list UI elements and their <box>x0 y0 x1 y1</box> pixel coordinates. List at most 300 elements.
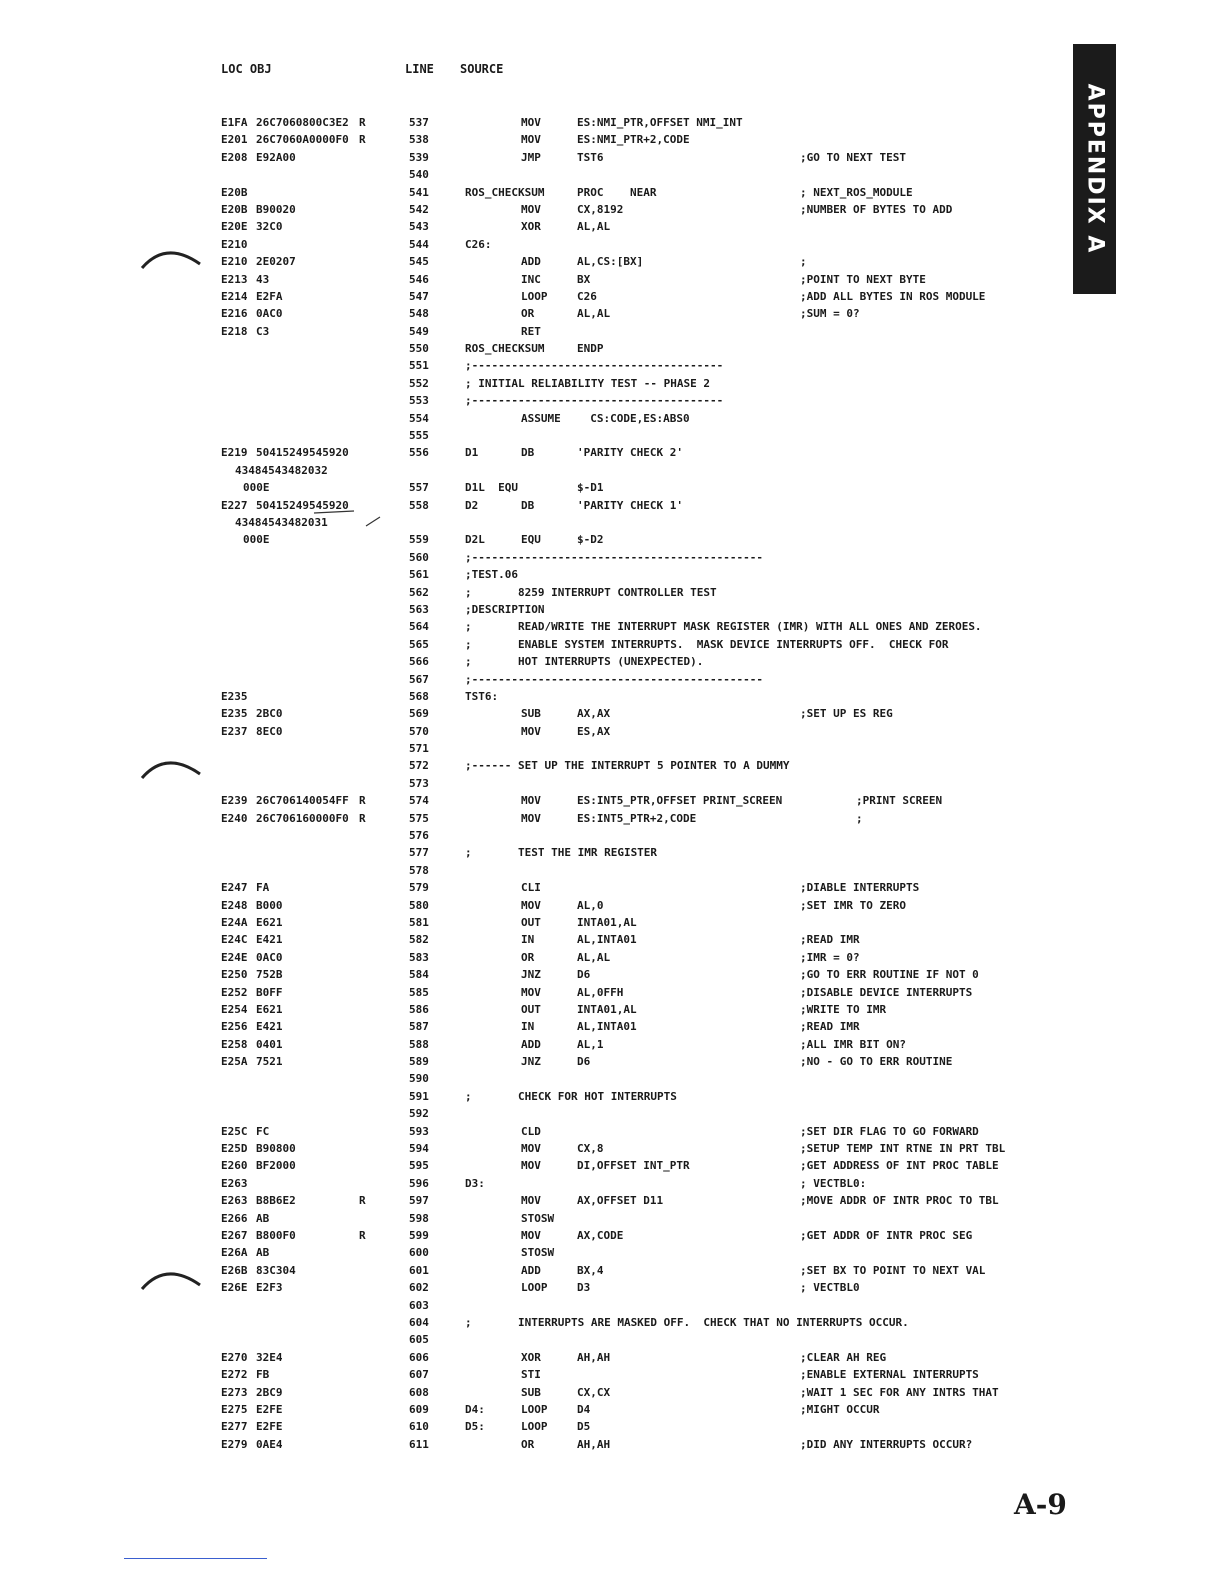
comment: ;PRINT SCREEN <box>856 794 943 808</box>
obj: B0FF <box>256 985 283 999</box>
obj: E621 <box>256 915 283 929</box>
comment: ;ADD ALL BYTES IN ROS MODULE <box>800 289 986 303</box>
obj: FC <box>256 1124 270 1138</box>
opcode: JNZ <box>521 968 541 982</box>
operands: CX,8 <box>577 1142 604 1156</box>
listing-row <box>0 1142 1224 1159</box>
listing-row <box>0 794 1224 811</box>
listing-row <box>0 968 1224 985</box>
line-number: 590 <box>409 1072 429 1086</box>
line-number: 558 <box>409 498 429 512</box>
loc: E247 <box>221 881 248 895</box>
obj: 0401 <box>256 1037 283 1051</box>
obj: B800F0 <box>256 1229 296 1242</box>
line-number: 572 <box>409 759 429 773</box>
loc: E266 <box>221 1211 248 1225</box>
listing-row <box>0 1246 1224 1263</box>
comment: ; VECTBL0: <box>800 1176 867 1190</box>
listing-row <box>0 707 1224 724</box>
opcode: MOV <box>521 724 541 738</box>
line-number: 546 <box>409 272 429 286</box>
comment: ;NUMBER OF BYTES TO ADD <box>800 202 953 216</box>
opcode: MOV <box>521 116 541 129</box>
operands: 'PARITY CHECK 2' <box>577 446 683 460</box>
loc: E275 <box>221 1402 248 1416</box>
listing-row <box>0 1420 1224 1437</box>
obj: B000 <box>256 898 283 912</box>
operands: D5 <box>577 1420 591 1434</box>
listing-row <box>0 307 1224 324</box>
line-number: 604 <box>409 1315 429 1329</box>
line-number: 577 <box>409 846 429 860</box>
line-number: 575 <box>409 811 429 825</box>
listing-row <box>0 586 1224 603</box>
line-number: 594 <box>409 1142 429 1156</box>
operands: AX,AX <box>577 707 611 721</box>
line-number: 578 <box>409 863 429 877</box>
listing-row <box>0 638 1224 655</box>
loc: E26A <box>221 1246 248 1260</box>
obj: E92A00 <box>256 150 296 164</box>
obj: 43 <box>256 272 270 286</box>
loc: E263 <box>221 1176 248 1190</box>
label: D2L <box>465 533 485 547</box>
loc: E240 <box>221 811 248 825</box>
margin-mark-2 <box>140 754 204 780</box>
operands: ES:INT5_PTR+2,CODE <box>577 811 697 825</box>
assembly-listing <box>0 116 1224 1455</box>
obj: 0AE4 <box>256 1437 283 1451</box>
line-number: 595 <box>409 1159 429 1173</box>
line-number: 591 <box>409 1089 429 1103</box>
comment: ;SET DIR FLAG TO GO FORWARD <box>800 1124 979 1138</box>
obj: E421 <box>256 1020 283 1034</box>
listing-row <box>0 812 1224 829</box>
comment: ;READ IMR <box>800 1020 860 1034</box>
comment: ;SUM = 0? <box>800 307 860 321</box>
label: ROS_CHECKSUM <box>465 342 545 356</box>
obj: 0AC0 <box>256 307 283 321</box>
loc: E235 <box>221 689 248 703</box>
comment: ;MIGHT OCCUR <box>800 1402 880 1416</box>
comment: ;DIABLE INTERRUPTS <box>800 881 920 895</box>
opcode: LOOP <box>521 289 548 303</box>
line-number: 538 <box>409 133 429 147</box>
line-number: 557 <box>409 481 429 495</box>
line-number: 551 <box>409 359 429 373</box>
opcode: IN <box>521 1020 535 1034</box>
line-number: 592 <box>409 1107 429 1121</box>
opcode: MOV <box>521 794 541 808</box>
opcode: MOV <box>521 133 541 147</box>
opcode: MOV <box>521 898 541 912</box>
opcode: MOV <box>521 1229 541 1242</box>
loc: E248 <box>221 898 248 912</box>
loc: E26B <box>221 1263 248 1277</box>
comment: ;READ IMR <box>800 933 860 947</box>
listing-row <box>0 1090 1224 1107</box>
obj-continuation: 43484543482032 <box>235 463 328 477</box>
obj: BF2000 <box>256 1159 296 1173</box>
operands: BX,4 <box>577 1263 604 1277</box>
opcode: OUT <box>521 915 541 929</box>
listing-row <box>0 499 1224 516</box>
line-number: 545 <box>409 255 429 269</box>
opcode: INC <box>521 272 541 286</box>
listing-row <box>0 203 1224 220</box>
operands: ES:INT5_PTR,OFFSET PRINT_SCREEN <box>577 794 783 808</box>
listing-row <box>0 273 1224 290</box>
line-number: 542 <box>409 202 429 216</box>
loc: E208 <box>221 150 248 164</box>
line-number: 596 <box>409 1176 429 1190</box>
line-number: 539 <box>409 150 429 164</box>
line-number: 585 <box>409 985 429 999</box>
comment: ;GET ADDRESS OF INT PROC TABLE <box>800 1159 999 1173</box>
opcode: ADD <box>521 255 541 269</box>
reloc-flag: R <box>359 794 366 808</box>
line-number: 583 <box>409 950 429 964</box>
reloc-flag: R <box>359 1229 366 1242</box>
source-text: ; HOT INTERRUPTS (UNEXPECTED). <box>465 655 704 669</box>
line-number: 606 <box>409 1350 429 1364</box>
source-text: ;------ SET UP THE INTERRUPT 5 POINTER TO A DUMMY <box>465 759 790 773</box>
operands: AH,AH <box>577 1437 611 1451</box>
line-number: 586 <box>409 1002 429 1016</box>
operands: AL,AL <box>577 950 611 964</box>
obj: E421 <box>256 933 283 947</box>
obj: 26C7060A0000F0 <box>256 133 349 147</box>
opcode: ADD <box>521 1263 541 1277</box>
line-number: 608 <box>409 1385 429 1399</box>
listing-row <box>0 846 1224 863</box>
listing-row <box>0 1299 1224 1316</box>
loc: 000E <box>243 533 270 547</box>
listing-row <box>0 325 1224 342</box>
operands: AL,AL <box>577 307 611 321</box>
obj: 2E0207 <box>256 255 296 269</box>
operands: ES:NMI_PTR+2,CODE <box>577 133 690 147</box>
pen-tick-mark <box>312 508 382 530</box>
line-number: 573 <box>409 776 429 790</box>
line-number: 598 <box>409 1211 429 1225</box>
source-text: ;-------------------------------------------- <box>465 550 764 564</box>
loc: E20B <box>221 185 248 199</box>
listing-row <box>0 1229 1224 1246</box>
line-number: 566 <box>409 655 429 669</box>
loc: E216 <box>221 307 248 321</box>
source-text: ;-------------------------------------------- <box>465 672 764 686</box>
obj: 83C304 <box>256 1263 296 1277</box>
listing-row <box>0 899 1224 916</box>
loc: E26E <box>221 1281 248 1295</box>
listing-row <box>0 1212 1224 1229</box>
opcode: XOR <box>521 1350 541 1364</box>
line-number: 584 <box>409 968 429 982</box>
operands: AL,INTA01 <box>577 933 637 947</box>
operands: DI,OFFSET INT_PTR <box>577 1159 690 1173</box>
loc: E250 <box>221 968 248 982</box>
listing-row <box>0 133 1224 150</box>
listing-row <box>0 951 1224 968</box>
line-number: 547 <box>409 289 429 303</box>
comment: ;NO - GO TO ERR ROUTINE <box>800 1055 953 1069</box>
listing-row <box>0 342 1224 359</box>
listing-row <box>0 1386 1224 1403</box>
comment: ;WAIT 1 SEC FOR ANY INTRS THAT <box>800 1385 999 1399</box>
listing-row <box>0 1125 1224 1142</box>
obj: 7521 <box>256 1055 283 1069</box>
line-number: 580 <box>409 898 429 912</box>
listing-row <box>0 1438 1224 1455</box>
listing-row <box>0 1055 1224 1072</box>
line-number: 569 <box>409 707 429 721</box>
line-number: 588 <box>409 1037 429 1051</box>
line-number: 562 <box>409 585 429 599</box>
line-number: 587 <box>409 1020 429 1034</box>
opcode: LOOP <box>521 1420 548 1434</box>
source-text: ;-------------------------------------- <box>465 394 724 408</box>
listing-row <box>0 1177 1224 1194</box>
label: D5: <box>465 1420 485 1434</box>
operands: $-D1 <box>577 481 604 495</box>
opcode: IN <box>521 933 535 947</box>
operands: CX,CX <box>577 1385 611 1399</box>
source-text: ;DESCRIPTION <box>465 602 545 616</box>
loc: E279 <box>221 1437 248 1451</box>
label: D1 <box>465 446 479 460</box>
operands: INTA01,AL <box>577 915 637 929</box>
label: TST6: <box>465 689 499 703</box>
listing-row <box>0 1038 1224 1055</box>
comment: ; <box>856 811 863 825</box>
line-number: 600 <box>409 1246 429 1260</box>
listing-row <box>0 1316 1224 1333</box>
obj: B90020 <box>256 202 296 216</box>
listing-row <box>0 446 1224 463</box>
operands: ES:NMI_PTR,OFFSET NMI_INT <box>577 116 743 129</box>
loc: E1FA <box>221 116 248 129</box>
listing-row <box>0 603 1224 620</box>
listing-row <box>0 516 1224 533</box>
operands: AL,CS:[BX] <box>577 255 644 269</box>
listing-row <box>0 1003 1224 1020</box>
loc: E273 <box>221 1385 248 1399</box>
opcode: OR <box>521 307 535 321</box>
opcode: SUB <box>521 707 541 721</box>
comment: ;CLEAR AH REG <box>800 1350 887 1364</box>
obj: 50415249545920 <box>256 446 349 460</box>
source-text: ; 8259 INTERRUPT CONTROLLER TEST <box>465 585 717 599</box>
operands: D6 <box>577 1055 591 1069</box>
line-number: 582 <box>409 933 429 947</box>
obj: 50415249545920 <box>256 498 349 512</box>
bottom-rule <box>124 1558 267 1559</box>
line-number: 574 <box>409 794 429 808</box>
line-number: 537 <box>409 116 429 129</box>
line-number: 552 <box>409 376 429 390</box>
comment: ; <box>800 255 807 269</box>
opcode: CLI <box>521 881 541 895</box>
opcode: MOV <box>521 1142 541 1156</box>
line-number: 560 <box>409 550 429 564</box>
listing-row <box>0 220 1224 237</box>
opcode: MOV <box>521 202 541 216</box>
listing-row <box>0 655 1224 672</box>
obj: 8EC0 <box>256 724 283 738</box>
listing-row <box>0 1159 1224 1176</box>
appendix-tab-label: APPENDIX A <box>1082 83 1107 255</box>
listing-row <box>0 1333 1224 1350</box>
comment: ;GO TO ERR ROUTINE IF NOT 0 <box>800 968 979 982</box>
line-number: 548 <box>409 307 429 321</box>
source-text: ;-------------------------------------- <box>465 359 724 373</box>
listing-row <box>0 568 1224 585</box>
opcode: XOR <box>521 220 541 234</box>
opcode: MOV <box>521 811 541 825</box>
line-number: 564 <box>409 620 429 634</box>
source-text: ; INTERRUPTS ARE MASKED OFF. CHECK THAT NO INTERRUPTS OCCUR. <box>465 1315 909 1329</box>
line-number: 544 <box>409 237 429 251</box>
source-text: ; READ/WRITE THE INTERRUPT MASK REGISTER (IMR) WITH ALL ONES AND ZEROES. <box>465 620 982 634</box>
comment: ;DISABLE DEVICE INTERRUPTS <box>800 985 973 999</box>
operands: AH,AH <box>577 1350 611 1364</box>
listing-row <box>0 481 1224 498</box>
line-number: 563 <box>409 602 429 616</box>
listing-row <box>0 864 1224 881</box>
opcode: MOV <box>521 1159 541 1173</box>
line-number: 540 <box>409 168 429 182</box>
comment: ; VECTBL0 <box>800 1281 860 1295</box>
loc: E24E <box>221 950 248 964</box>
line-number: 589 <box>409 1055 429 1069</box>
listing-row <box>0 186 1224 203</box>
operands: BX <box>577 272 591 286</box>
comment: ;DID ANY INTERRUPTS OCCUR? <box>800 1437 973 1451</box>
listing-row <box>0 1107 1224 1124</box>
opcode: RET <box>521 324 541 338</box>
reloc-flag: R <box>359 811 366 825</box>
loc: E267 <box>221 1229 248 1242</box>
line-number: 581 <box>409 915 429 929</box>
line-number: 567 <box>409 672 429 686</box>
obj: 32C0 <box>256 220 283 234</box>
obj: AB <box>256 1211 270 1225</box>
listing-row <box>0 290 1224 307</box>
loc: E272 <box>221 1368 248 1382</box>
listing-row <box>0 916 1224 933</box>
operands: 'PARITY CHECK 1' <box>577 498 683 512</box>
operands: CS:CODE,ES:ABS0 <box>577 411 690 425</box>
opcode: OR <box>521 950 535 964</box>
line-number: 553 <box>409 394 429 408</box>
label: ROS_CHECKSUM <box>465 185 545 199</box>
loc: E263 <box>221 1194 248 1208</box>
line-number: 599 <box>409 1229 429 1242</box>
listing-row <box>0 429 1224 446</box>
reloc-flag: R <box>359 133 366 147</box>
operands: TST6 <box>577 150 604 164</box>
loc: E258 <box>221 1037 248 1051</box>
line-number: 601 <box>409 1263 429 1277</box>
line-number: 561 <box>409 568 429 582</box>
margin-mark-1 <box>140 244 204 270</box>
line-number: 607 <box>409 1368 429 1382</box>
line-number: 603 <box>409 1298 429 1312</box>
comment: ;ALL IMR BIT ON? <box>800 1037 906 1051</box>
obj: 26C706140054FF <box>256 794 349 808</box>
opcode: STOSW <box>521 1211 555 1225</box>
loc: E254 <box>221 1002 248 1016</box>
loc: E252 <box>221 985 248 999</box>
reloc-flag: R <box>359 116 366 129</box>
listing-row <box>0 394 1224 411</box>
operands: $-D2 <box>577 533 604 547</box>
loc: E270 <box>221 1350 248 1364</box>
reloc-flag: R <box>359 1194 366 1208</box>
operands: PROC NEAR <box>577 185 657 199</box>
obj: FB <box>256 1368 270 1382</box>
loc: E24C <box>221 933 248 947</box>
source-text: ; CHECK FOR HOT INTERRUPTS <box>465 1089 677 1103</box>
listing-row <box>0 933 1224 950</box>
operands: ES,AX <box>577 724 611 738</box>
opcode: ASSUME <box>521 411 561 425</box>
loc: E213 <box>221 272 248 286</box>
line-number: 605 <box>409 1333 429 1347</box>
listing-row <box>0 116 1224 133</box>
obj: 32E4 <box>256 1350 283 1364</box>
line-number: 576 <box>409 829 429 843</box>
loc: E25D <box>221 1142 248 1156</box>
loc: 000E <box>243 481 270 495</box>
line-number: 610 <box>409 1420 429 1434</box>
loc: E227 <box>221 498 248 512</box>
comment: ;ENABLE EXTERNAL INTERRUPTS <box>800 1368 979 1382</box>
obj: 26C706160000F0 <box>256 811 349 825</box>
comment: ;GET ADDR OF INTR PROC SEG <box>800 1229 973 1242</box>
listing-row <box>0 881 1224 898</box>
loc: E237 <box>221 724 248 738</box>
label: C26: <box>465 237 492 251</box>
listing-row <box>0 829 1224 846</box>
listing-row <box>0 725 1224 742</box>
label: D1L EQU <box>465 481 518 495</box>
opcode: CLD <box>521 1124 541 1138</box>
listing-row <box>0 673 1224 690</box>
comment: ;MOVE ADDR OF INTR PROC TO TBL <box>800 1194 999 1208</box>
opcode: JNZ <box>521 1055 541 1069</box>
operands: AL,0FFH <box>577 985 624 999</box>
line-number: 559 <box>409 533 429 547</box>
operands: AL,AL <box>577 220 611 234</box>
line-number: 554 <box>409 411 429 425</box>
operands: AX,OFFSET D11 <box>577 1194 664 1208</box>
listing-row <box>0 620 1224 637</box>
opcode: DB <box>521 446 535 460</box>
margin-mark-3 <box>140 1265 204 1291</box>
obj: E2F3 <box>256 1281 283 1295</box>
operands: C26 <box>577 289 597 303</box>
line-number: 570 <box>409 724 429 738</box>
comment: ;IMR = 0? <box>800 950 860 964</box>
operands: D6 <box>577 968 591 982</box>
line-number: 571 <box>409 742 429 756</box>
loc: E235 <box>221 707 248 721</box>
obj-continuation: 43484543482031 <box>235 515 328 529</box>
loc: E210 <box>221 237 248 251</box>
loc: E201 <box>221 133 248 147</box>
